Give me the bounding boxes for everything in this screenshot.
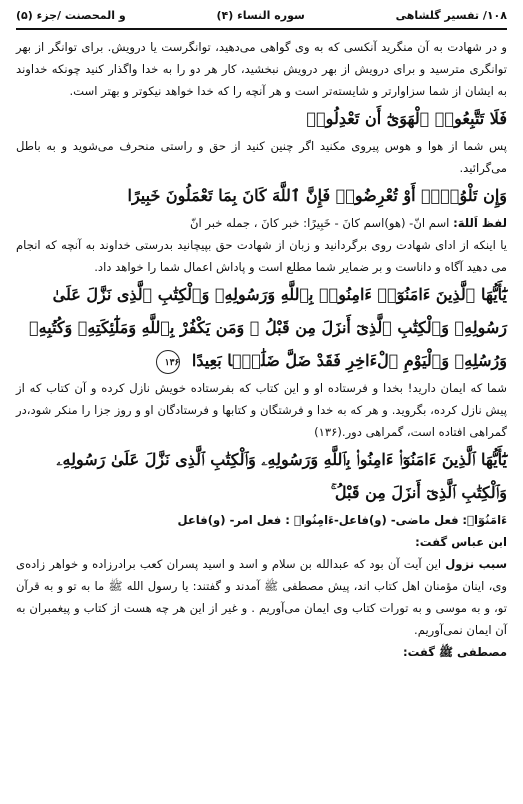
verse-3-text: يَٰٓأَيُّهَا ٱلَّذِينَ ءَامَنُوٓا۟ ءَامِنُوا۟ بِٱللَّهِ وَرَسُولِهِۦ وَٱلْكِتَٰبِ ٱلَّذِى نَزَّلَ عَلَىٰ رَسُولِهِۦ وَٱلْكِتَٰبِ ٱلَّذِىٓ أَنزَلَ مِن قَبْلُ ۚ وَمَن يَكْفُرْ بِٱللَّهِ وَمَلَٰٓئِكَتِهِۦ وَكُتُبِهِۦ وَرُسُلِهِۦ وَٱلْيَوْمِ ٱلْءَاخِرِ فَقَدْ ضَلَّ ضَلَٰلًۢا بَعِيدًا: [29, 285, 507, 370]
verse-3: [16, 278, 507, 377]
heading-ibn-abbas: ابن عباس گفت:: [415, 535, 507, 549]
header-surah: سوره النساء (۴): [216, 9, 305, 22]
verse-2: وَإِن تَلْوُۥٓا۟ أَوْ تُعْرِضُوا۟ فَإِنَّ ٱللَّهَ كَانَ بِمَا تَعْمَلُونَ خَبِيرًا: [127, 186, 507, 205]
paragraph-2: پس شما از هوا و هوس پیروی مکنید اگر چنین کنید از حق و راستی منحرف می‌شوید و به باطل می‌گرائید.: [16, 139, 507, 175]
grammar-note-1: [16, 212, 507, 234]
heading-mustafa: مصطفی ﷺ گفت:: [402, 645, 507, 659]
paragraph-1: و در شهادت به آن منگرید آنکسی که به وی گواهی می‌دهید، توانگرست یا درویش. برای توانگر از بهر توانگری مترسید و برای درویش از بهر درویش نبخشید، کار هر دو را به خدا واگذار کنید چونکه خداوند به ایشان از شما سزاوارتر و شایسته‌تر است و هر آنچه را که خدا خواهد نیکوتر و بهتر است.: [16, 40, 507, 98]
header-juz: و المحصنت /جزء (۵): [16, 9, 126, 22]
grammar-label-1: لفظ اَللهَ:: [453, 216, 507, 230]
verse-4: يَٰٓأَيُّهَا ٱلَّذِينَ ءَامَنُوٓا۟ ءَامِنُوا۟ بِٱللَّهِ وَرَسُولِهِۦ وَٱلْكِتَٰبِ ٱلَّذِى نَزَّلَ عَلَىٰ رَسُولِهِۦ وَٱلْكِتَٰبِ ٱلَّذِىٓ أَنزَلَ مِن قَبْلُ ۚ: [56, 450, 507, 502]
revelation-cause-text: این آیت آن بود که عبدالله بن سلام و اسد و اسید پسران کعب برادرزاده و خواهر زاده‌ی وی، اینان مؤمنان اهل کتاب اند، پیش مصطفی ﷺ آمدند و گفتند: یا رسول الله ﷺ ما به تو و به قرآن تو، و به موسی و به تورات کتاب وی ایمان می‌آوریم . و غیر از این هر چه هست از کتاب و پیغمبران به آن ایمان نمی‌آوریم.: [16, 557, 507, 637]
grammar-label-2: ءَامَنُوٓا۟:: [462, 513, 507, 527]
grammar-text-2: فعل ماضی- (و)فاعل-ءَامِنُوا۟ : فعل امر- (و)فاعل: [177, 513, 459, 527]
revelation-cause-label: سبب نزول: [445, 557, 508, 571]
page-body: [16, 36, 507, 663]
page-header: [16, 6, 507, 26]
ayah-number-marker: ۱۳۶: [156, 350, 180, 374]
header-rule: [16, 28, 507, 30]
grammar-note-2: [16, 509, 507, 531]
header-page-title: ۱۰۸/ تفسیر گلشاهی: [395, 9, 507, 22]
paragraph-4: شما که ایمان دارید! بخدا و فرستاده او و این کتاب که بفرستاده خویش نازل کرده و آن کتاب که از پیش نازل کرده، بگروید. و هر که به خدا و فرشتگان و کتابها و فرستادگان او و روز جزا را منکر شود،در گمراهی افتاده است، گمراهی دور.(۱۳۶): [16, 381, 507, 439]
grammar-text-1: اسم انّ- (هو)اسم کانَ - خَبِيرًا: خبر کانَ ، جمله خبر انّ: [189, 216, 450, 230]
verse-1: فَلَا تَتَّبِعُوا۟ ٱلْهَوَىٰٓ أَن تَعْدِلُوا۟: [306, 109, 507, 128]
paragraph-3: یا اینکه از ادای شهادت روی برگردانید و زبان از شهادت حق بپیچانید بدرستی خداوند به آنچه که انجام می دهید آگاه و داناست و بر ضمایر شما مطلع است و پاداش اعمال شما را خواهد داد.: [16, 238, 507, 274]
paragraph-5: [16, 553, 507, 641]
